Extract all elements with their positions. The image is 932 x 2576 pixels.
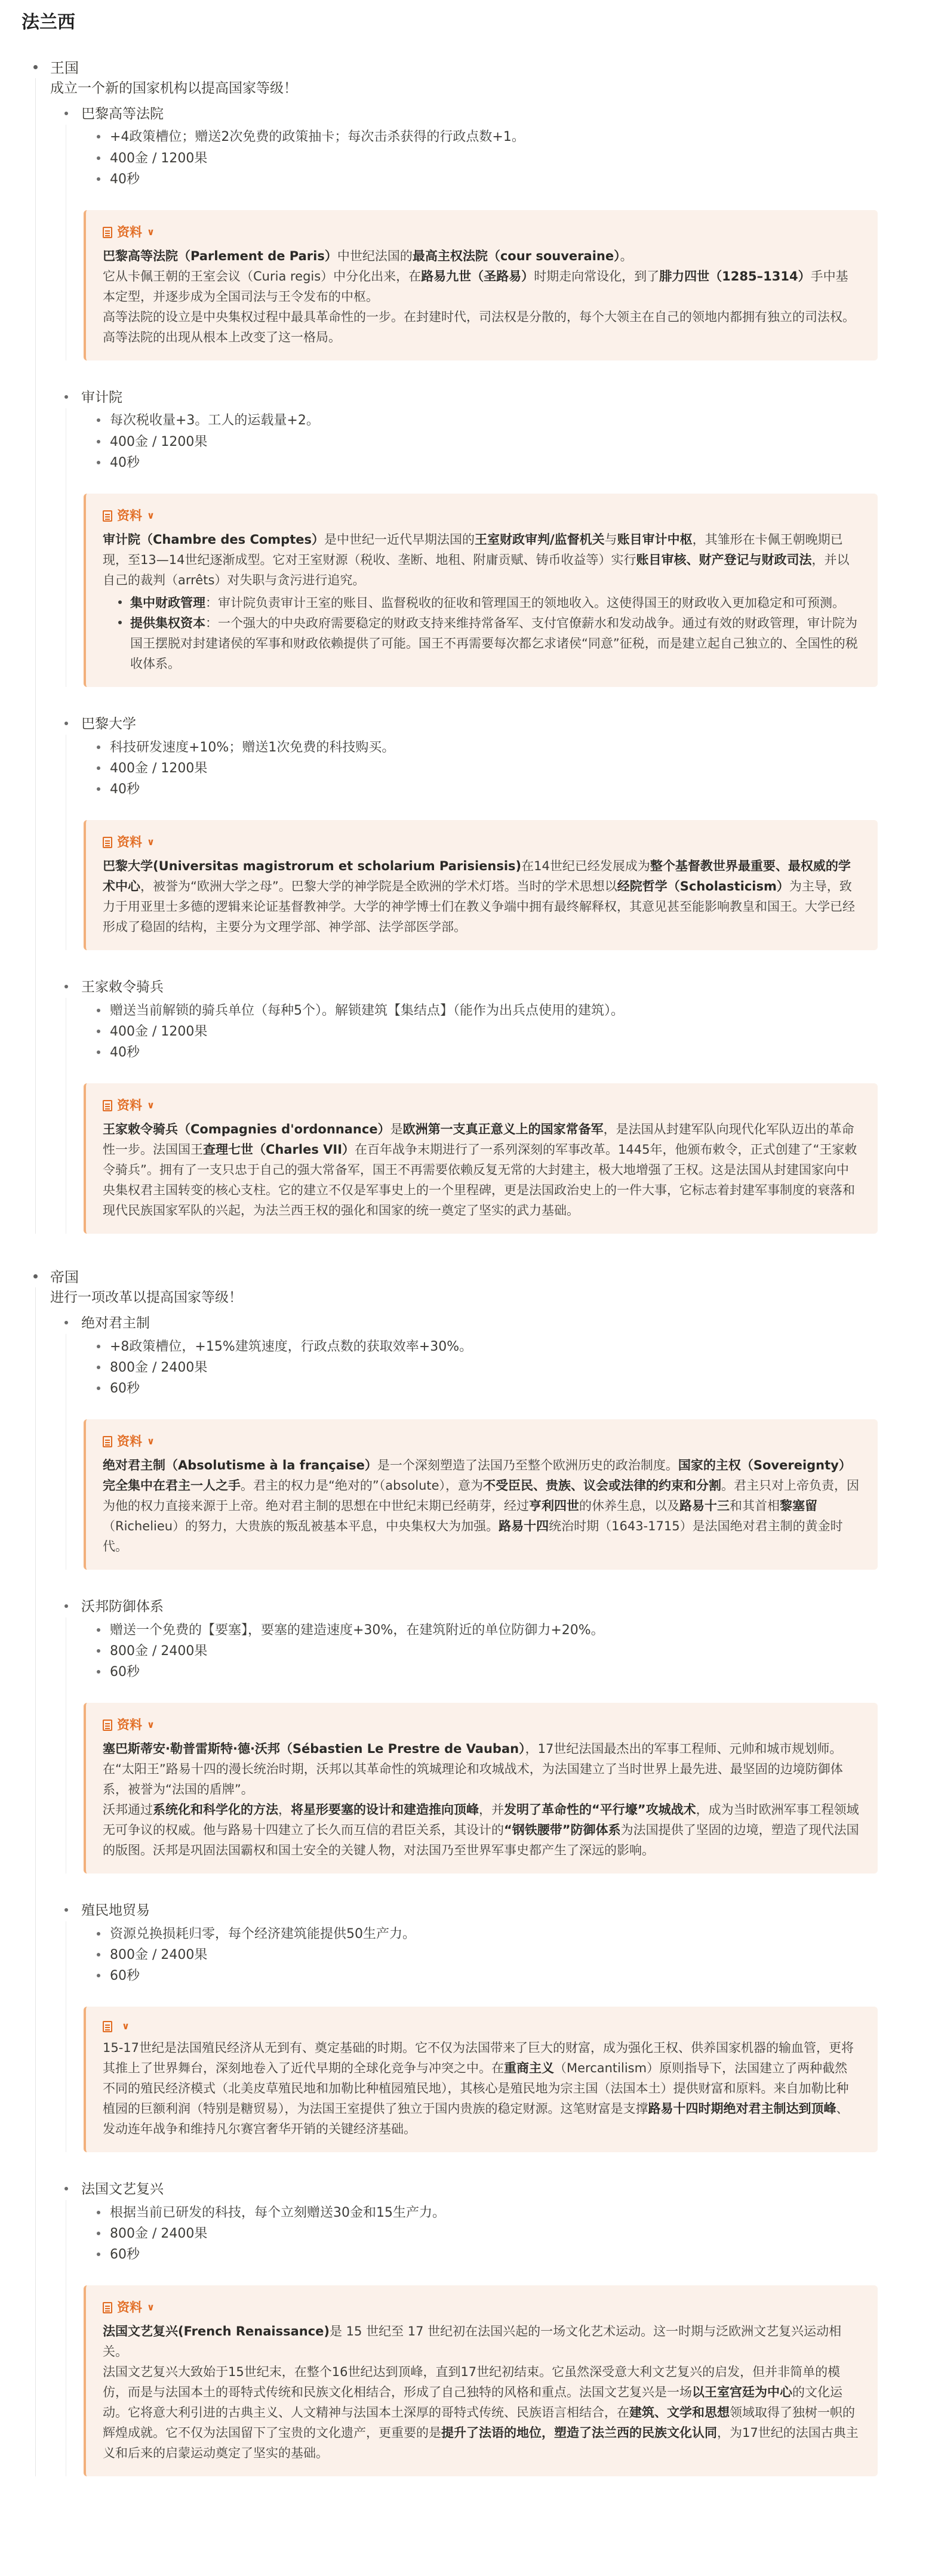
chevron-down-icon[interactable]: ∨ bbox=[147, 1719, 155, 1731]
bullet-icon bbox=[64, 1604, 68, 1608]
tech-property: 800金 / 2400果 bbox=[94, 2223, 914, 2244]
callout-text: 是 15 世纪至 17 世纪初在法国兴起的一场文化艺术运动。这一时期与泛欧洲文艺复兴运动相关。 bbox=[103, 2324, 842, 2359]
callout-bold-text: 腓力四世（1285–1314） bbox=[659, 269, 811, 284]
tech-name: 法国文艺复兴 bbox=[81, 2181, 164, 2198]
callout-text: 、发动连年战争和维持凡尔赛宫奢华开销的关键经济基础。 bbox=[103, 2102, 849, 2137]
callout-bold-text: 审计院（Chambre des Comptes） bbox=[103, 532, 324, 547]
callout-bold-text: 整个基督教世界最重要、最权威的学术中心 bbox=[103, 859, 851, 894]
callout-label: 资料 bbox=[117, 509, 142, 523]
callout-text: 在14世纪已经发展成为 bbox=[521, 859, 650, 874]
callout-bold-text: 查理七世（Charles VII） bbox=[203, 1142, 355, 1157]
tech-property: 40秒 bbox=[94, 779, 914, 800]
bullet-icon bbox=[64, 112, 68, 115]
tech-item bbox=[61, 1314, 914, 1570]
callout-text: 为主导，致力于用亚里士多德的逻辑来论证基督教神学。大学的神学博士们在教义争端中拥有最终解释权，其意见甚至能影响教皇和国王。大学已经形成了稳固的结构，主要分为文理学部、神学部、法学部医学部。 bbox=[103, 879, 855, 935]
bullet-icon bbox=[33, 1274, 38, 1278]
callout-toggle[interactable] bbox=[103, 2297, 860, 2318]
bullet-icon bbox=[33, 65, 38, 69]
document-icon bbox=[103, 1100, 112, 1111]
callout-text: 沃邦通过 bbox=[103, 1802, 153, 1817]
callout-bold-text: 路易十三 bbox=[679, 1499, 730, 1514]
callout-list bbox=[115, 593, 860, 674]
tech-properties bbox=[94, 737, 914, 800]
callout-text: 时期走向常设化，到了 bbox=[534, 269, 660, 284]
tree-guide-line bbox=[35, 78, 36, 1234]
tech-item bbox=[61, 388, 914, 687]
callout-bold-text: 将星形要塞的设计和建造推向顶峰 bbox=[291, 1802, 479, 1817]
callout-text: ，是法国从封建军队向现代化军队迈出的革命性一步。法国国王 bbox=[103, 1122, 854, 1157]
callout-text: 和其首相 bbox=[730, 1499, 780, 1514]
tech-property: 800金 / 2400果 bbox=[94, 1641, 914, 1662]
tech-name: 审计院 bbox=[81, 390, 122, 406]
chevron-down-icon[interactable]: ∨ bbox=[147, 2301, 155, 2313]
document-icon bbox=[103, 1436, 112, 1447]
info-callout bbox=[84, 1703, 878, 1874]
tech-property: 根据当前已研发的科技，每个立刻赠送30金和15生产力。 bbox=[94, 2202, 914, 2223]
callout-text: 。君主的权力是“绝对的”（absolute），意为 bbox=[241, 1478, 484, 1493]
callout-paragraph bbox=[103, 307, 860, 347]
tech-properties bbox=[94, 1924, 914, 1987]
callout-text: 是一个深刻塑造了法国乃至整个欧洲历史的政治制度。 bbox=[377, 1458, 678, 1473]
callout-bold-text: 国家的主权（Sovereignty）完全集中在君主一人之手 bbox=[103, 1458, 851, 1493]
tech-property: 赠送当前解锁的骑兵单位（每种5个）。解锁建筑【集结点】（能作为出兵点使用的建筑）。 bbox=[94, 1000, 914, 1021]
tech-property: 每次税收量+3。工人的运载量+2。 bbox=[94, 410, 914, 431]
callout-list-item bbox=[115, 593, 860, 613]
callout-text: 为法国提供了坚固的边境，塑造了现代法国的版图。沃邦是巩固法国霸权和国土安全的关键人物，对法国乃至世界军事史都产生了深远的影响。 bbox=[103, 1823, 859, 1858]
bullet-icon bbox=[64, 395, 68, 399]
callout-paragraph bbox=[103, 246, 860, 266]
callout-bold-text: 王室财政审判/监督机关 bbox=[474, 532, 605, 547]
tech-property: 40秒 bbox=[94, 1042, 914, 1063]
callout-text: ：审计院负责审计王室的账目、监督税收的征收和管理国王的领地收入。这使得国王的财政收入更加稳定和可预测。 bbox=[205, 596, 845, 611]
bullet-icon bbox=[64, 1321, 68, 1324]
tech-property: 60秒 bbox=[94, 2244, 914, 2265]
tech-item bbox=[61, 1597, 914, 1874]
callout-bold-text: 欧洲第一支真正意义上的国家常备军 bbox=[402, 1122, 604, 1137]
tech-item bbox=[61, 2180, 914, 2476]
callout-paragraph bbox=[103, 2362, 860, 2463]
chevron-down-icon[interactable]: ∨ bbox=[147, 226, 155, 238]
tech-property: 400金 / 1200果 bbox=[94, 758, 914, 779]
tech-properties bbox=[94, 1620, 914, 1683]
callout-bold-text: 重商主义 bbox=[504, 2061, 554, 2076]
info-callout bbox=[84, 2285, 878, 2476]
callout-text: 与 bbox=[604, 532, 617, 547]
tech-properties bbox=[94, 127, 914, 190]
callout-list-item bbox=[115, 613, 860, 674]
callout-text: 手中基本定型，并逐步成为全国司法与王令发布的中枢。 bbox=[103, 269, 848, 304]
tech-item bbox=[61, 714, 914, 950]
tech-property: 60秒 bbox=[94, 1662, 914, 1683]
callout-paragraph bbox=[103, 1739, 860, 1799]
tech-properties bbox=[94, 410, 914, 473]
chevron-down-icon[interactable]: ∨ bbox=[147, 510, 155, 522]
callout-text: （Richelieu）的努力，大贵族的叛乱被基本平息，中央集权大为加强。 bbox=[103, 1519, 499, 1534]
callout-toggle[interactable] bbox=[103, 832, 860, 852]
callout-text: 统治时期（1643-1715）是法国绝对君主制的黄金时代。 bbox=[103, 1519, 843, 1554]
callout-bold-text: “钢铁腰带”防御体系 bbox=[504, 1823, 621, 1838]
callout-text: 。君主只对上帝负责，因为他的权力直接来源于上帝。绝对君主制的思想在中世纪末期已经萌芽，经过 bbox=[103, 1478, 860, 1514]
callout-paragraph bbox=[103, 1799, 860, 1860]
callout-text: ，被誉为“欧洲大学之母”。巴黎大学的神学院是全欧洲的学术灯塔。当时的学术思想以 bbox=[140, 879, 617, 894]
callout-bold-text: 亨利四世 bbox=[529, 1499, 579, 1514]
tech-property: 科技研发速度+10%；赠送1次免费的科技购买。 bbox=[94, 737, 914, 758]
chevron-down-icon[interactable]: ∨ bbox=[122, 2020, 130, 2032]
callout-paragraph bbox=[103, 1455, 860, 1557]
bullet-icon bbox=[64, 1908, 68, 1912]
era-description: 成立一个新的国家机构以提高国家等级！ bbox=[50, 80, 297, 96]
tech-property: 60秒 bbox=[94, 1965, 914, 1986]
callout-paragraph bbox=[103, 2321, 860, 2362]
era-name: 王国 bbox=[50, 60, 79, 76]
tech-name: 沃邦防御体系 bbox=[81, 1599, 164, 1615]
document-icon bbox=[103, 837, 112, 848]
tech-property: +4政策槽位；赠送2次免费的政策抽卡；每次击杀获得的行政点数+1。 bbox=[94, 127, 914, 147]
chevron-down-icon[interactable]: ∨ bbox=[147, 836, 155, 848]
callout-text: ，其雏形在卡佩王朝晚期已现，至13—14世纪逐渐成型。它对王室财源（税收、垄断、地租、附庸贡赋、铸币收益等）实行 bbox=[103, 532, 843, 568]
callout-text: ，并以自己的裁判（arrêts）对失职与贪污进行追究。 bbox=[103, 553, 850, 588]
callout-paragraph bbox=[103, 2038, 860, 2139]
tech-properties bbox=[94, 2202, 914, 2266]
document-icon bbox=[103, 2302, 112, 2313]
tech-property: 400金 / 1200果 bbox=[94, 148, 914, 169]
callout-bold-text: 提升了法语的地位，塑造了法兰西的民族文化认同 bbox=[441, 2426, 717, 2441]
callout-text: 法国文艺复兴大致始于15世纪末，在整个16世纪达到顶峰，直到17世纪初结束。它虽然深受意大利文艺复兴的启发，但并非简单的模仿，而是与法国本土的哥特式传统和民族文化相结合，形成了自己独特的风格和重点。法国文艺复兴是一场 bbox=[103, 2365, 841, 2400]
tech-properties bbox=[94, 1336, 914, 1400]
callout-text: 它从卡佩王朝的王室会议（Curia regis）中分化出来，在 bbox=[103, 269, 422, 284]
callout-label: 资料 bbox=[117, 1718, 142, 1733]
document-icon bbox=[103, 2021, 112, 2032]
tech-property: +8政策槽位，+15%建筑速度，行政点数的获取效率+30%。 bbox=[94, 1336, 914, 1357]
info-callout bbox=[84, 494, 878, 687]
callout-toggle[interactable] bbox=[103, 222, 860, 242]
callout-bold-text: 不受臣民、贵族、议会或法律的约束和分割 bbox=[483, 1478, 722, 1493]
tech-name: 绝对君主制 bbox=[81, 1315, 150, 1332]
callout-bold-text: 法国文艺复兴(French Renaissance) bbox=[103, 2324, 330, 2339]
callout-text: 是中世纪一近代早期法国的 bbox=[324, 532, 475, 547]
tech-property: 40秒 bbox=[94, 452, 914, 473]
tech-properties bbox=[94, 1000, 914, 1064]
callout-paragraph bbox=[103, 266, 860, 307]
tech-item bbox=[61, 978, 914, 1234]
callout-bold-text: 账目审核、财产登记与财政司法 bbox=[636, 553, 812, 568]
info-callout bbox=[84, 1083, 878, 1234]
tech-property: 400金 / 1200果 bbox=[94, 432, 914, 452]
info-callout bbox=[84, 820, 878, 950]
page-title: 法兰西 bbox=[21, 12, 75, 33]
tech-item bbox=[61, 104, 914, 360]
callout-bold-text: 路易九世（圣路易） bbox=[421, 269, 534, 284]
era-section bbox=[30, 1267, 914, 2476]
callout-bold-text: 巴黎大学(Universitas magistrorum et scholarium Parisiensis) bbox=[103, 859, 522, 874]
callout-text: ， bbox=[278, 1802, 291, 1817]
tech-name: 殖民地贸易 bbox=[81, 1903, 150, 1919]
callout-bold-text: 最高主权法院（cour souveraine） bbox=[412, 249, 620, 264]
callout-bold-text: 发明了革命性的“平行壕”攻城战术 bbox=[504, 1802, 696, 1817]
callout-bold-text: 集中财政管理 bbox=[130, 596, 205, 611]
callout-text: ，为17世纪的法国古典主义和后来的启蒙运动奠定了坚实的基础。 bbox=[103, 2426, 859, 2461]
callout-bold-text: 王家敕令骑兵（Compagnies d'ordonnance） bbox=[103, 1122, 390, 1137]
callout-bold-text: 以王室宫廷为中心 bbox=[692, 2385, 792, 2400]
callout-toggle[interactable] bbox=[103, 506, 860, 526]
callout-text: （Mercantilism）原则指导下，法国建立了两种截然不同的殖民经济模式（北美皮草殖民地和加勒比种植园殖民地），其核心是殖民地为宗主国（法国本土）提供财富和原料。来自加勒比种植园的巨额利润（特别是糖贸易），为法国王室提供了独立于国内贵族的稳定财源。这笔财富是支撑 bbox=[103, 2061, 849, 2116]
callout-text: 15-17世纪是法国殖民经济从无到有、奠定基础的时期。它不仅为法国带来了巨大的财富，成为强化王权、供养国家机器的输血管，更将其推上了世界舞台，深刻地卷入了近代早期的全球化竞争与冲突之中。在 bbox=[103, 2041, 854, 2076]
callout-bold-text: 经院哲学（Scholasticism） bbox=[617, 879, 789, 894]
tech-property: 800金 / 2400果 bbox=[94, 1945, 914, 1965]
callout-bold-text: 黎塞留 bbox=[780, 1499, 817, 1514]
bullet-icon bbox=[64, 985, 68, 988]
callout-text: 中世纪法国的 bbox=[337, 249, 413, 264]
callout-text: 的休养生息，以及 bbox=[579, 1499, 679, 1514]
callout-bold-text: 提供集权资本 bbox=[130, 616, 205, 631]
info-callout bbox=[84, 2007, 878, 2152]
tech-property: 赠送一个免费的【要塞】，要塞的建造速度+30%，在建筑附近的单位防御力+20%。 bbox=[94, 1620, 914, 1641]
tech-property: 资源兑换损耗归零，每个经济建筑能提供50生产力。 bbox=[94, 1924, 914, 1945]
callout-paragraph bbox=[103, 1119, 860, 1221]
callout-bold-text: 系统化和科学化的方法 bbox=[153, 1802, 278, 1817]
chevron-down-icon[interactable]: ∨ bbox=[147, 1099, 155, 1111]
chevron-down-icon[interactable]: ∨ bbox=[147, 1435, 155, 1447]
callout-text: 在百年战争末期进行了一系列深刻的军事改革。1445年，他颁布敕令，正式创建了“王家敕令骑兵”。拥有了一支只忠于自己的强大常备军，国王不再需要依赖反复无常的大封建主，极大地增强了王权。这是法国从封建国家向中央集权君主国转变的核心支柱。它的建立不仅是军事史上的一个里程碑，更是法国政治史上的一件大事，它标志着封建军事制度的衰落和现代民族国家军队的兴起，为法兰西王权的强化和国家的统一奠定了坚实的武力基础。 bbox=[103, 1142, 857, 1218]
era-section bbox=[30, 58, 914, 1234]
callout-text: ，并 bbox=[479, 1802, 504, 1817]
era-name: 帝国 bbox=[50, 1269, 79, 1286]
document-icon bbox=[103, 227, 112, 238]
document-icon bbox=[103, 1720, 112, 1731]
callout-paragraph bbox=[103, 856, 860, 937]
info-callout bbox=[84, 210, 878, 360]
callout-text: 是 bbox=[390, 1122, 403, 1137]
callout-bold-text: 账目审计中枢 bbox=[617, 532, 693, 547]
callout-toggle[interactable] bbox=[103, 1715, 860, 1735]
callout-bold-text: 路易十四时期绝对君主制达到顶峰 bbox=[648, 2102, 836, 2116]
bullet-icon bbox=[64, 722, 68, 725]
callout-text: 领域取得了独树一帜的辉煌成就。它不仅为法国留下了宝贵的文化遗产，更重要的是 bbox=[103, 2405, 855, 2441]
callout-label: 资料 bbox=[117, 225, 142, 240]
callout-bold-text: 塞巴斯蒂安·勒普雷斯特·德·沃邦（Sébastien Le Prestre de Vauban） bbox=[103, 1742, 525, 1757]
tech-property: 40秒 bbox=[94, 169, 914, 190]
callout-toggle[interactable] bbox=[103, 1431, 860, 1452]
tree-guide-line bbox=[35, 1287, 36, 2476]
document-icon bbox=[103, 510, 112, 522]
tech-name: 王家敕令骑兵 bbox=[81, 979, 164, 996]
tech-property: 60秒 bbox=[94, 1378, 914, 1399]
info-callout bbox=[84, 1419, 878, 1570]
callout-paragraph bbox=[103, 529, 860, 590]
era-list bbox=[21, 58, 914, 2476]
callout-label: 资料 bbox=[117, 2300, 142, 2315]
callout-text: 高等法院的设立是中央集权过程中最具革命性的一步。在封建时代，司法权是分散的，每个大领主在自己的领地内都拥有独立的司法权。高等法院的出现从根本上改变了这一格局。 bbox=[103, 310, 855, 345]
callout-text: ，成为当时欧洲军事工程领域无可争议的权威。他与路易十四建立了长久而互信的君臣关系，其设计的 bbox=[103, 1802, 859, 1838]
tech-property: 400金 / 1200果 bbox=[94, 1021, 914, 1042]
callout-bold-text: 建筑、文学和思想 bbox=[629, 2405, 730, 2420]
tech-name: 巴黎高等法院 bbox=[81, 106, 164, 122]
tech-property: 800金 / 2400果 bbox=[94, 1357, 914, 1378]
callout-bold-text: 绝对君主制（Absolutisme à la française） bbox=[103, 1458, 377, 1473]
callout-bold-text: 巴黎高等法院（Parlement de Paris） bbox=[103, 249, 337, 264]
callout-label: 资料 bbox=[117, 1434, 142, 1449]
era-description: 进行一项改革以提高国家等级！ bbox=[50, 1289, 242, 1305]
callout-text: ：一个强大的中央政府需要稳定的财政支持来维持常备军、支付官僚薪水和发动战争。通过有效的财政管理，审计院为国王摆脱对封建诸侯的军事和财政依赖提供了可能。国王不再需要每次都乞求诸侯“同意”征税，而是建立起自己独立的、全国性的税收体系。 bbox=[130, 616, 858, 671]
callout-label: 资料 bbox=[117, 1098, 142, 1113]
callout-label: 资料 bbox=[117, 835, 142, 850]
bullet-icon bbox=[64, 2187, 68, 2190]
tech-name: 巴黎大学 bbox=[81, 716, 136, 732]
callout-text: 的文化运动。它将意大利引进的古典主义、人文精神与法国本土深厚的哥特式传统、民族语言相结合，在 bbox=[103, 2385, 842, 2420]
callout-bold-text: 路易十四 bbox=[499, 1519, 549, 1534]
callout-text: ，17世纪法国最杰出的军事工程师、元帅和城市规划师。在“太阳王”路易十四的漫长统治时期，沃邦以其革命性的筑城理论和攻城战术，为法国建立了当时世界上最先进、最坚固的边境防御体系，被誉为“法国的盾牌”。 bbox=[103, 1742, 843, 1797]
callout-toggle[interactable] bbox=[103, 2019, 860, 2034]
tech-item bbox=[61, 1901, 914, 2152]
callout-text: 。 bbox=[620, 249, 633, 264]
callout-toggle[interactable] bbox=[103, 1095, 860, 1116]
